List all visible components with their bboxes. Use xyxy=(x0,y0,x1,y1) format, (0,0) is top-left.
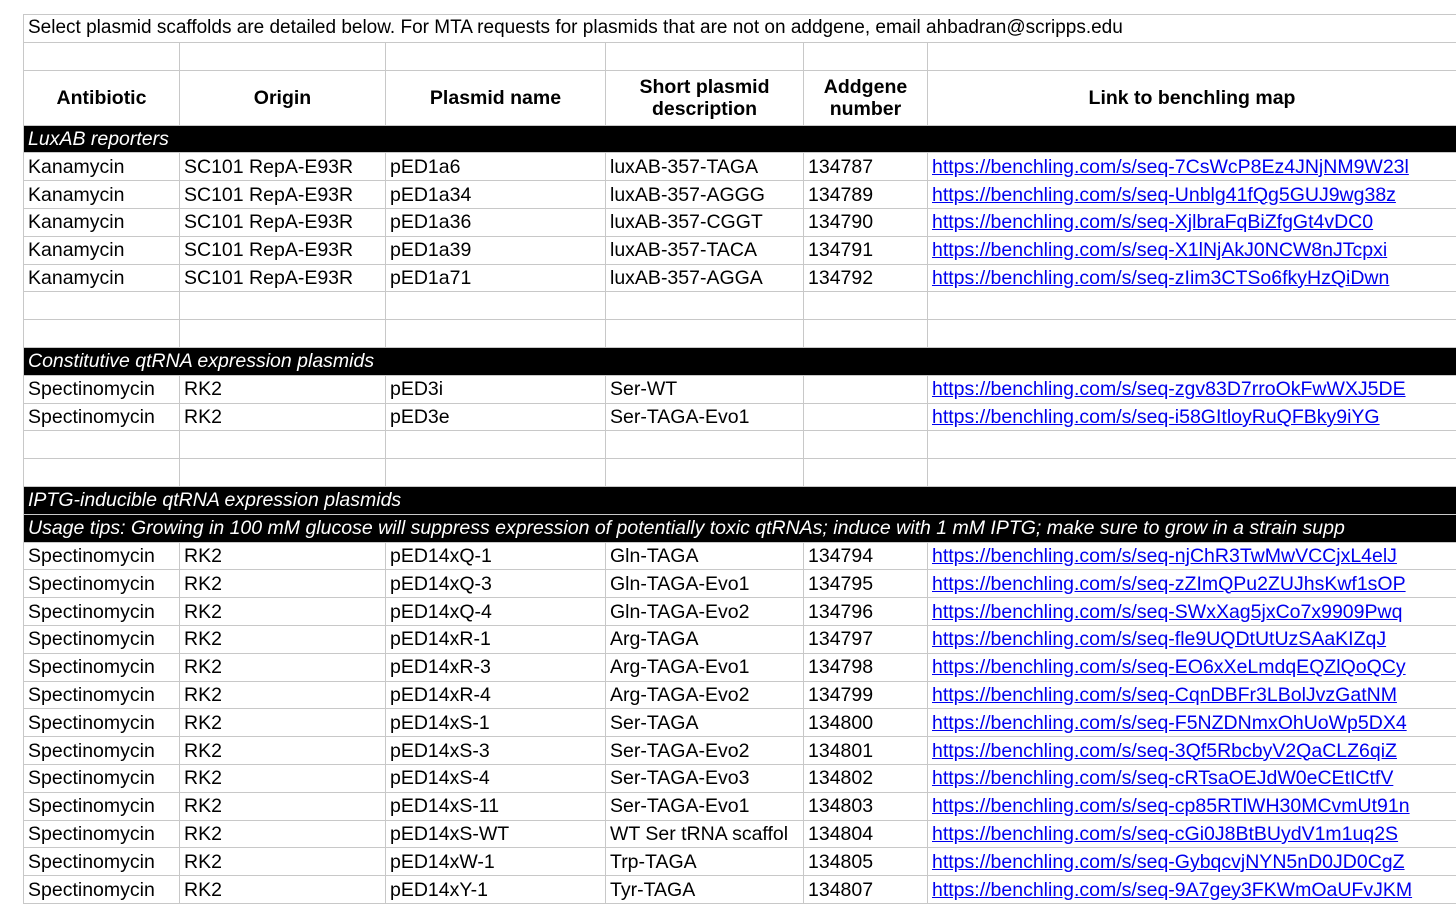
table-row xyxy=(24,403,1456,431)
section-title[interactable]: LuxAB reporters xyxy=(24,125,1456,153)
origin-cell[interactable]: SC101 RepA-E93R xyxy=(180,264,386,292)
table-row xyxy=(24,542,1456,570)
addgene-number-cell[interactable]: 134803 xyxy=(804,792,928,820)
empty-cell[interactable] xyxy=(24,320,180,348)
section-title[interactable]: IPTG-inducible qtRNA expression plasmids xyxy=(24,486,1456,514)
blank-row xyxy=(24,42,1456,70)
antibiotic-cell[interactable]: Kanamycin xyxy=(24,181,180,209)
origin-cell[interactable]: RK2 xyxy=(180,876,386,904)
benchling-link-cell[interactable]: https://benchling.com/s/seq-X1lNjAkJ0NCW8nJTcpxi xyxy=(928,236,1456,264)
addgene-number-cell[interactable]: 134807 xyxy=(804,876,928,904)
table-row xyxy=(24,848,1456,876)
column-header[interactable]: Link to benchling map xyxy=(928,70,1456,125)
plasmid-name-cell[interactable]: pED14xS-4 xyxy=(386,764,606,792)
description-cell[interactable]: Trp-TAGA xyxy=(606,848,804,876)
table-row xyxy=(24,236,1456,264)
addgene-number-cell[interactable]: 134794 xyxy=(804,542,928,570)
empty-cell[interactable] xyxy=(928,320,1456,348)
description-cell[interactable]: luxAB-357-CGGT xyxy=(606,208,804,236)
plasmid-name-cell[interactable]: pED14xS-WT xyxy=(386,820,606,848)
plasmid-name-cell[interactable]: pED14xW-1 xyxy=(386,848,606,876)
empty-cell[interactable] xyxy=(606,42,804,70)
plasmid-name-cell[interactable]: pED1a71 xyxy=(386,264,606,292)
empty-cell[interactable] xyxy=(804,320,928,348)
column-header-row xyxy=(24,70,1456,125)
plasmid-name-cell[interactable]: pED1a39 xyxy=(386,236,606,264)
table-row xyxy=(24,653,1456,681)
empty-cell[interactable] xyxy=(180,292,386,320)
empty-cell[interactable] xyxy=(606,459,804,487)
benchling-link-cell[interactable]: https://benchling.com/s/seq-fle9UQDtUtUzSAaKIZqJ xyxy=(928,625,1456,653)
origin-cell[interactable]: SC101 RepA-E93R xyxy=(180,153,386,181)
origin-cell[interactable]: SC101 RepA-E93R xyxy=(180,236,386,264)
benchling-link-cell[interactable]: https://benchling.com/s/seq-cRTsaOEJdW0eCEtICtfV xyxy=(928,764,1456,792)
description-cell[interactable]: Ser-TAGA-Evo1 xyxy=(606,403,804,431)
benchling-link-cell[interactable]: https://benchling.com/s/seq-zIim3CTSo6fkyHzQiDwn xyxy=(928,264,1456,292)
table-row xyxy=(24,681,1456,709)
description-cell[interactable]: Arg-TAGA-Evo2 xyxy=(606,681,804,709)
empty-cell[interactable] xyxy=(804,431,928,459)
section-header-row xyxy=(24,486,1456,514)
antibiotic-cell[interactable]: Spectinomycin xyxy=(24,820,180,848)
plasmid-name-cell[interactable]: pED14xS-11 xyxy=(386,792,606,820)
plasmid-name-cell[interactable]: pED14xY-1 xyxy=(386,876,606,904)
origin-cell[interactable]: RK2 xyxy=(180,792,386,820)
origin-cell[interactable]: RK2 xyxy=(180,570,386,598)
addgene-number-cell[interactable]: 134797 xyxy=(804,625,928,653)
empty-cell[interactable] xyxy=(180,320,386,348)
plasmid-name-cell[interactable]: pED14xR-4 xyxy=(386,681,606,709)
table-row xyxy=(24,264,1456,292)
antibiotic-cell[interactable]: Spectinomycin xyxy=(24,737,180,765)
antibiotic-cell[interactable]: Spectinomycin xyxy=(24,598,180,626)
column-header[interactable]: Origin xyxy=(180,70,386,125)
origin-cell[interactable]: RK2 xyxy=(180,681,386,709)
plasmid-name-cell[interactable]: pED3i xyxy=(386,375,606,403)
column-header[interactable]: Plasmid name xyxy=(386,70,606,125)
addgene-number-cell[interactable]: 134789 xyxy=(804,181,928,209)
description-cell[interactable]: Gln-TAGA xyxy=(606,542,804,570)
addgene-number-cell[interactable]: 134787 xyxy=(804,153,928,181)
section-title[interactable]: Usage tips: Growing in 100 mM glucose will suppress expression of potentially toxic qtRNAs; induce with 1 mM IPTG; make sure to grow in a strain supp xyxy=(24,514,1456,542)
plasmid-name-cell[interactable]: pED1a36 xyxy=(386,208,606,236)
description-cell[interactable]: Ser-WT xyxy=(606,375,804,403)
origin-cell[interactable]: RK2 xyxy=(180,764,386,792)
empty-cell[interactable] xyxy=(24,459,180,487)
table-row xyxy=(24,181,1456,209)
table-row xyxy=(24,764,1456,792)
plasmid-name-cell[interactable]: pED14xQ-1 xyxy=(386,542,606,570)
table-row xyxy=(24,820,1456,848)
benchling-link-cell[interactable]: https://benchling.com/s/seq-cp85RTlWH30MCvmUt91n xyxy=(928,792,1456,820)
benchling-link-cell[interactable]: https://benchling.com/s/seq-Unblg41fQg5GUJ9wg38z xyxy=(928,181,1456,209)
section-header-row xyxy=(24,514,1456,542)
column-header[interactable]: Antibiotic xyxy=(24,70,180,125)
empty-cell[interactable] xyxy=(606,292,804,320)
antibiotic-cell[interactable]: Spectinomycin xyxy=(24,570,180,598)
antibiotic-cell[interactable]: Spectinomycin xyxy=(24,403,180,431)
empty-cell[interactable] xyxy=(386,292,606,320)
antibiotic-cell[interactable]: Kanamycin xyxy=(24,264,180,292)
antibiotic-cell[interactable]: Kanamycin xyxy=(24,208,180,236)
description-cell[interactable]: luxAB-357-AGGA xyxy=(606,264,804,292)
spreadsheet xyxy=(23,14,1456,904)
empty-cell[interactable] xyxy=(386,459,606,487)
empty-cell[interactable] xyxy=(24,431,180,459)
table-row xyxy=(24,737,1456,765)
addgene-number-cell[interactable]: 134804 xyxy=(804,820,928,848)
addgene-number-cell[interactable]: 134795 xyxy=(804,570,928,598)
empty-cell[interactable] xyxy=(180,42,386,70)
antibiotic-cell[interactable]: Spectinomycin xyxy=(24,542,180,570)
plasmid-name-cell[interactable]: pED14xR-1 xyxy=(386,625,606,653)
empty-cell[interactable] xyxy=(24,42,180,70)
section-title[interactable]: Constitutive qtRNA expression plasmids xyxy=(24,347,1456,375)
description-cell[interactable]: Tyr-TAGA xyxy=(606,876,804,904)
origin-cell[interactable]: RK2 xyxy=(180,653,386,681)
benchling-link-cell[interactable]: https://benchling.com/s/seq-EO6xXeLmdqEQZlQoQCy xyxy=(928,653,1456,681)
benchling-link-cell[interactable]: https://benchling.com/s/seq-i58GItloyRuQFBky9iYG xyxy=(928,403,1456,431)
antibiotic-cell[interactable]: Spectinomycin xyxy=(24,764,180,792)
benchling-link-cell[interactable]: https://benchling.com/s/seq-njChR3TwMwVCCjxL4elJ xyxy=(928,542,1456,570)
empty-cell[interactable] xyxy=(804,42,928,70)
blank-row xyxy=(24,431,1456,459)
antibiotic-cell[interactable]: Spectinomycin xyxy=(24,792,180,820)
addgene-number-cell[interactable]: 134798 xyxy=(804,653,928,681)
empty-cell[interactable] xyxy=(606,320,804,348)
empty-cell[interactable] xyxy=(928,431,1456,459)
benchling-link-cell[interactable]: https://benchling.com/s/seq-F5NZDNmxOhUoWp5DX4 xyxy=(928,709,1456,737)
benchling-link-cell[interactable]: https://benchling.com/s/seq-CqnDBFr3LBolJvzGatNM xyxy=(928,681,1456,709)
table-row xyxy=(24,570,1456,598)
empty-cell[interactable] xyxy=(24,292,180,320)
column-header[interactable]: Short plasmid description xyxy=(606,70,804,125)
antibiotic-cell[interactable]: Kanamycin xyxy=(24,236,180,264)
origin-cell[interactable]: RK2 xyxy=(180,737,386,765)
benchling-link-cell[interactable]: https://benchling.com/s/seq-SWxXag5jxCo7x9909Pwq xyxy=(928,598,1456,626)
addgene-number-cell[interactable]: 134792 xyxy=(804,264,928,292)
empty-cell[interactable] xyxy=(386,320,606,348)
origin-cell[interactable]: RK2 xyxy=(180,709,386,737)
plasmid-table xyxy=(23,14,1456,904)
empty-cell[interactable] xyxy=(928,292,1456,320)
origin-cell[interactable]: RK2 xyxy=(180,848,386,876)
antibiotic-cell[interactable]: Spectinomycin xyxy=(24,625,180,653)
origin-cell[interactable]: RK2 xyxy=(180,403,386,431)
description-cell[interactable]: Arg-TAGA xyxy=(606,625,804,653)
benchling-link-cell[interactable]: https://benchling.com/s/seq-zgv83D7rroOkFwWXJ5DE xyxy=(928,375,1456,403)
description-cell[interactable]: Ser-TAGA xyxy=(606,709,804,737)
table-row xyxy=(24,153,1456,181)
origin-cell[interactable]: RK2 xyxy=(180,542,386,570)
section-header-row xyxy=(24,347,1456,375)
antibiotic-cell[interactable]: Spectinomycin xyxy=(24,653,180,681)
benchling-link-cell[interactable]: https://benchling.com/s/seq-cGi0J8BtBUydV1m1uq2S xyxy=(928,820,1456,848)
blank-row xyxy=(24,459,1456,487)
empty-cell[interactable] xyxy=(180,459,386,487)
benchling-link-cell[interactable]: https://benchling.com/s/seq-3Qf5RbcbyV2QaCLZ6qiZ xyxy=(928,737,1456,765)
addgene-number-cell[interactable]: 134791 xyxy=(804,236,928,264)
antibiotic-cell[interactable]: Kanamycin xyxy=(24,153,180,181)
addgene-number-cell[interactable]: 134799 xyxy=(804,681,928,709)
plasmid-name-cell[interactable]: pED3e xyxy=(386,403,606,431)
antibiotic-cell[interactable]: Spectinomycin xyxy=(24,709,180,737)
addgene-number-cell[interactable]: 134801 xyxy=(804,737,928,765)
plasmid-name-cell[interactable]: pED1a34 xyxy=(386,181,606,209)
addgene-number-cell[interactable]: 134796 xyxy=(804,598,928,626)
antibiotic-cell[interactable]: Spectinomycin xyxy=(24,375,180,403)
empty-cell[interactable] xyxy=(386,42,606,70)
empty-cell[interactable] xyxy=(928,42,1456,70)
plasmid-name-cell[interactable]: pED14xS-1 xyxy=(386,709,606,737)
benchling-link-cell[interactable]: https://benchling.com/s/seq-XjlbraFqBiZfgGt4vDC0 xyxy=(928,208,1456,236)
description-cell[interactable]: luxAB-357-AGGG xyxy=(606,181,804,209)
origin-cell[interactable]: SC101 RepA-E93R xyxy=(180,208,386,236)
benchling-link-cell[interactable]: https://benchling.com/s/seq-zZImQPu2ZUJhsKwf1sOP xyxy=(928,570,1456,598)
intro-text[interactable]: Select plasmid scaffolds are detailed below. For MTA requests for plasmids that are not on addgene, email ahbadran@scripps.edu xyxy=(24,15,1456,43)
addgene-number-cell[interactable]: 134800 xyxy=(804,709,928,737)
description-cell[interactable]: WT Ser tRNA scaffol xyxy=(606,820,804,848)
addgene-number-cell[interactable] xyxy=(804,403,928,431)
intro-row xyxy=(24,15,1456,43)
addgene-number-cell[interactable]: 134790 xyxy=(804,208,928,236)
benchling-link-cell[interactable]: https://benchling.com/s/seq-GybqcvjNYN5nD0JD0CgZ xyxy=(928,848,1456,876)
plasmid-name-cell[interactable]: pED14xS-3 xyxy=(386,737,606,765)
addgene-number-cell[interactable]: 134802 xyxy=(804,764,928,792)
column-header[interactable]: Addgene number xyxy=(804,70,928,125)
table-row xyxy=(24,792,1456,820)
empty-cell[interactable] xyxy=(386,431,606,459)
description-cell[interactable]: luxAB-357-TACA xyxy=(606,236,804,264)
blank-row xyxy=(24,292,1456,320)
addgene-number-cell[interactable] xyxy=(804,375,928,403)
blank-row xyxy=(24,320,1456,348)
origin-cell[interactable]: SC101 RepA-E93R xyxy=(180,181,386,209)
addgene-number-cell[interactable]: 134805 xyxy=(804,848,928,876)
description-cell[interactable]: Ser-TAGA-Evo3 xyxy=(606,764,804,792)
benchling-link-cell[interactable]: https://benchling.com/s/seq-7CsWcP8Ez4JNjNM9W23l xyxy=(928,153,1456,181)
description-cell[interactable]: Ser-TAGA-Evo1 xyxy=(606,792,804,820)
empty-cell[interactable] xyxy=(928,459,1456,487)
plasmid-name-cell[interactable]: pED14xQ-3 xyxy=(386,570,606,598)
table-row xyxy=(24,625,1456,653)
description-cell[interactable]: luxAB-357-TAGA xyxy=(606,153,804,181)
origin-cell[interactable]: RK2 xyxy=(180,598,386,626)
table-row xyxy=(24,208,1456,236)
description-cell[interactable]: Arg-TAGA-Evo1 xyxy=(606,653,804,681)
description-cell[interactable]: Gln-TAGA-Evo1 xyxy=(606,570,804,598)
empty-cell[interactable] xyxy=(180,431,386,459)
origin-cell[interactable]: RK2 xyxy=(180,375,386,403)
benchling-link-cell[interactable]: https://benchling.com/s/seq-9A7gey3FKWmOaUFvJKM xyxy=(928,876,1456,904)
empty-cell[interactable] xyxy=(606,431,804,459)
plasmid-name-cell[interactable]: pED1a6 xyxy=(386,153,606,181)
section-header-row xyxy=(24,125,1456,153)
empty-cell[interactable] xyxy=(804,292,928,320)
plasmid-name-cell[interactable]: pED14xR-3 xyxy=(386,653,606,681)
origin-cell[interactable]: RK2 xyxy=(180,820,386,848)
description-cell[interactable]: Ser-TAGA-Evo2 xyxy=(606,737,804,765)
origin-cell[interactable]: RK2 xyxy=(180,625,386,653)
table-row xyxy=(24,709,1456,737)
table-row xyxy=(24,375,1456,403)
table-row xyxy=(24,876,1456,904)
empty-cell[interactable] xyxy=(804,459,928,487)
description-cell[interactable]: Gln-TAGA-Evo2 xyxy=(606,598,804,626)
table-row xyxy=(24,598,1456,626)
plasmid-name-cell[interactable]: pED14xQ-4 xyxy=(386,598,606,626)
antibiotic-cell[interactable]: Spectinomycin xyxy=(24,681,180,709)
antibiotic-cell[interactable]: Spectinomycin xyxy=(24,848,180,876)
antibiotic-cell[interactable]: Spectinomycin xyxy=(24,876,180,904)
